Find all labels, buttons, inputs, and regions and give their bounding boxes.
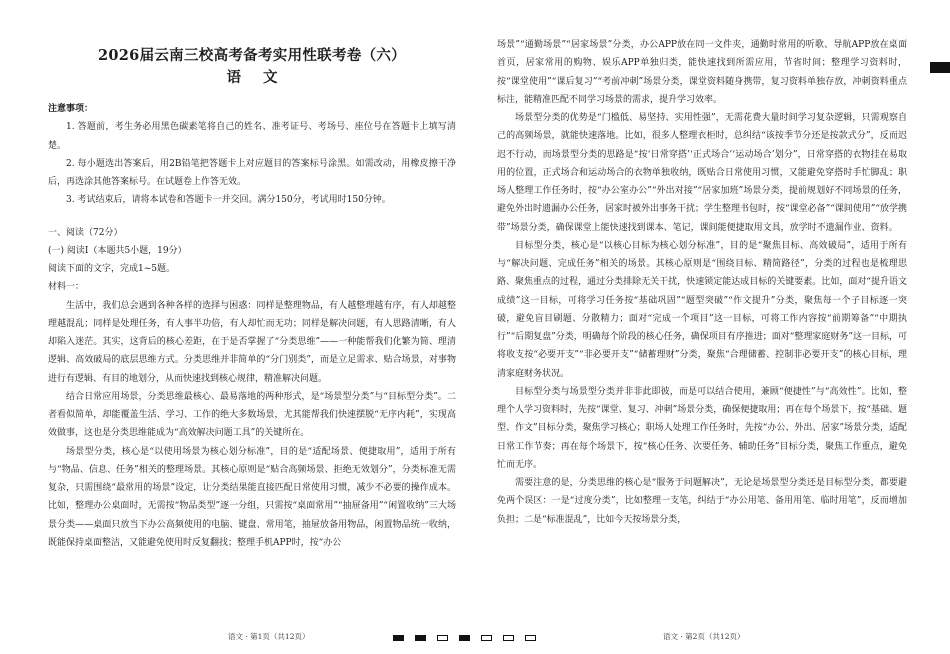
subsection-title: (一) 阅读Ⅰ（本题共5小题，19分）	[48, 245, 187, 256]
binding-mark	[415, 635, 426, 641]
article-paragraph: 场景”“通勤场景”“居家场景”分类，办公APP放在同一文件夹，通勤时常用的听歌、导航APP放在桌面首页，居家常用的购物、娱乐APP单独归类，能快速找到所需应用，节省时间；整理学习资料时，按“课堂使用”“课后复习”“考前冲刺”场景分类，课堂资料随身携带，复习资料单独存放，冲刺资料重点标注，能精准匹配不同学习场景的需求，提升学习效率。	[497, 40, 907, 105]
right-column	[497, 36, 907, 529]
notice-heading: 注意事项：	[48, 104, 94, 114]
left-column	[48, 46, 456, 552]
reading-instruction: 阅读下面的文字，完成1~5题。	[48, 264, 175, 274]
exam-title: 2026届云南三校高考备考实用性联考卷（六）	[98, 47, 406, 64]
article-paragraph: 目标型分类与场景型分类并非非此即彼，而是可以结合使用，兼顾“便捷性”与“高效性”。比如，整理个人学习资料时，先按“课堂、复习、冲刺”场景分类，确保便捷取用；再在每个场景下，按“基础、题型、作文”目标分类，聚焦学习核心；职场人处理工作任务时，先按“办公、外出、居家”场景分类，适配日常工作节奏；再在每个场景下，按“核心任务、次要任务、辅助任务”目标分类，聚焦工作重点，避免忙而无序。	[497, 386, 907, 470]
article-paragraph: 结合日常应用场景，分类思维最核心、最易落地的两种形式，是“场景型分类”与“目标型分类”。二者看似简单，却能覆盖生活、学习、工作的绝大多数场景，尤其能帮我们快速摆脱“无序内耗”，实现高效做事，这也是分类思维能成为“高效解决问题工具”的关键所在。	[48, 391, 456, 439]
article-paragraph: 生活中，我们总会遇到各种各样的选择与困惑：同样是整理物品，有人越整理越有序，有人却越整理越混乱；同样是处理任务，有人事半功倍，有人却忙而无功；同样是解决问题，有人思路清晰，有人却陷入迷茫。其实，这背后的核心差距，在于是否掌握了“分类思维”——一种能帮我们化繁为简、理清逻辑、高效破局的底层思维方式。分类思维并非简单的“分门别类”，而是立足需求、贴合场景，对事物进行有逻辑、有目的地划分，从而快速找到核心规律，精准解决问题。	[48, 300, 456, 384]
article-paragraph: 需要注意的是，分类思维的核心是“服务于问题解决”，无论是场景型分类还是目标型分类，都要避免两个误区：一是“过度分类”，比如整理一支笔，纠结于“办公用笔、备用用笔、临时用笔”，反而增加负担；二是“标准混乱”，比如今天按场景分类，	[497, 478, 907, 525]
notice-item: 3. 考试结束后，请将本试卷和答题卡一并交回。满分150分，考试用时150分钟。	[66, 195, 391, 206]
material-label: 材料一：	[48, 282, 85, 293]
article-paragraph: 场景型分类的优势是“门槛低、易坚持、实用性强”，无需花费大量时间学习复杂逻辑，只需观察自己的高频场景，就能快速落地。比如，很多人整理衣柜时，总纠结“该按季节分还是按款式分”，反而迟迟不行动，而场景型分类的思路是“按‘日常穿搭’‘正式场合’‘运动场合’划分”，日常穿搭的衣物挂在易取用的位置，正式场合和运动场合的衣物单独收纳，既贴合日常使用习惯，又能避免穿搭时手忙脚乱；职场人整理工作任务时，按“办公室办公”“外出对接”“居家加班”场景分类，提前规划好不同场景的任务，避免外出时遗漏办公任务，居家时被外出事务干扰；学生整理书包时，按“课堂必备”“课间使用”“放学携带”场景分类，确保课堂上能快速找到课本、笔记，课间能便捷取用文具，放学时不遗漏作业、资料。	[497, 113, 908, 233]
article-paragraph: 场景型分类，核心是“以使用场景为核心划分标准”，目的是“适配场景、便捷取用”，适用于所有与“物品、信息、任务”相关的整理场景。其核心原则是“贴合高频场景、拒绝无效划分”，分类标准无需复杂，只需围绕“最常用的场景”设定，让分类结果能直接匹配日常使用习惯，减少不必要的操作成本。比如，整理办公桌面时，无需按“物品类型”逐一分组，只需按“桌面常用”“抽屉备用”“闲置收纳”三大场景分类——桌面只放当下办公高频使用的电脑、键盘、常用笔，抽屉放备用物品，闲置物品统一收纳，既能保持桌面整洁，又能避免使用时反复翻找；整理手机APP时，按“办公	[48, 446, 456, 548]
binding-mark	[393, 635, 404, 641]
notice-item: 2. 每小题选出答案后，用2B铅笔把答题卡上对应题目的答案标号涂黑。如需改动，用橡皮擦干净后，再选涂其他答案标号。在试题卷上作答无效。	[48, 158, 456, 187]
section-title: 一、阅读（72分）	[48, 227, 123, 238]
subject-title: 语文	[226, 69, 300, 86]
binding-mark	[459, 635, 470, 641]
article-paragraph: 目标型分类，核心是“以核心目标为核心划分标准”，目的是“聚焦目标、高效破局”，适用于所有与“解决问题、完成任务”相关的场景。其核心原则是“围绕目标、精简路径”，分类的过程也是梳理思路、聚焦重点的过程，通过分类排除无关干扰，快速锁定能达成目标的关键要素。比如，面对“提升语文成绩”这一目标，可将学习任务按“基础巩固”“题型突破”“作文提升”分类，聚焦每一个子目标逐一突破，避免盲目刷题、分散精力；面对“完成一个项目”这一目标，可将工作内容按“前期筹备”“中期执行”“后期复盘”分类，明确每个阶段的核心任务，确保项目有序推进；面对“整理家庭财务”这一目标，可将收支按“必要开支”“非必要开支”“储蓄理财”分类，聚焦“合理储蓄、控制非必要开支”的核心目标，理清家庭财务状况。	[497, 240, 908, 379]
page-footer-right: 语文 · 第2页（共12页）	[663, 632, 745, 641]
page-footer-left: 语文 · 第1页（共12页）	[228, 632, 310, 641]
page-right	[475, 0, 950, 654]
edge-marker	[930, 62, 950, 73]
binding-mark	[437, 635, 448, 641]
notice-item: 1. 答题前，考生务必用黑色碳素笔将自己的姓名、准考证号、考场号、座位号在答题卡上填写清楚。	[48, 122, 456, 151]
